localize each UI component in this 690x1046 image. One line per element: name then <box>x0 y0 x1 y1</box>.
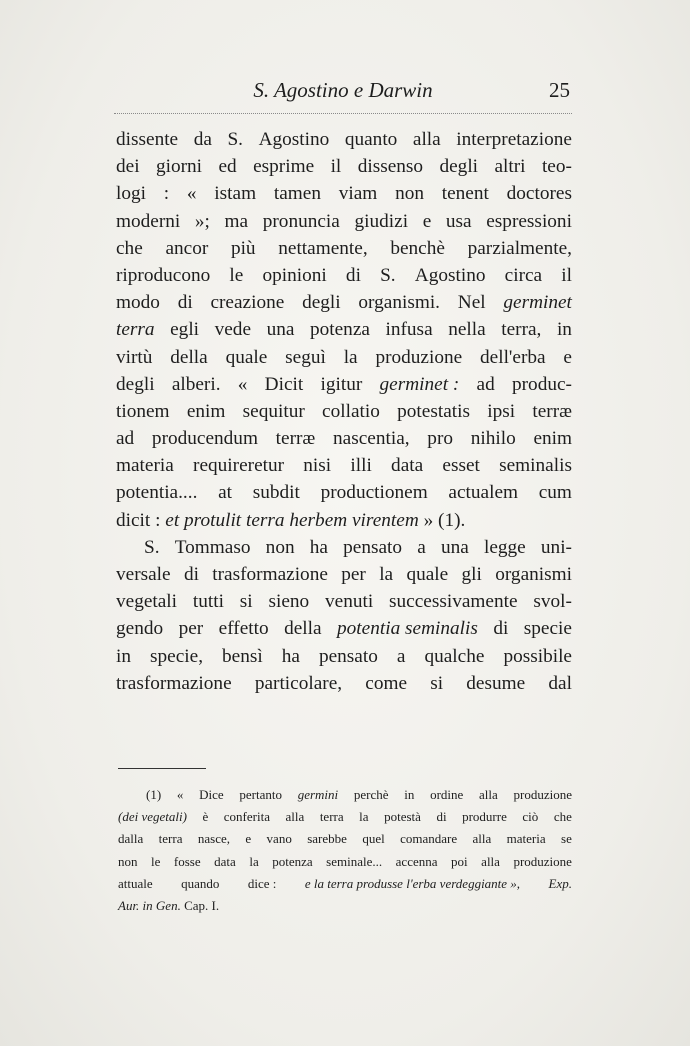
body-line <box>116 262 572 289</box>
word: versale <box>116 564 171 585</box>
word: Dice <box>199 787 224 802</box>
word: degli <box>302 292 341 314</box>
word: di <box>436 809 447 825</box>
word: qualche <box>424 645 485 667</box>
word: quale <box>225 346 268 368</box>
word: parzialmente, <box>467 237 572 259</box>
body-line <box>116 534 572 561</box>
word: nascentia, <box>333 428 410 450</box>
word: terræ <box>275 428 316 450</box>
word: in <box>116 645 131 667</box>
word: at <box>218 482 233 504</box>
word: esset <box>442 455 480 477</box>
word: si <box>430 672 444 694</box>
word: producendum <box>151 428 258 450</box>
word: organismi. <box>358 292 440 314</box>
word: potestatis <box>397 400 470 422</box>
word: nasce, <box>197 831 230 847</box>
word: dicit : <box>116 509 166 531</box>
word: svol- <box>533 591 572 613</box>
word: in <box>404 787 415 802</box>
body-line <box>116 670 572 697</box>
italic-segment: terra <box>116 319 155 341</box>
italic-segment: et protulit terra herbem virentem <box>165 509 419 531</box>
word: da <box>193 129 212 150</box>
word: seminale... <box>326 853 383 869</box>
word: ha <box>309 536 328 558</box>
word: benchè <box>390 237 445 259</box>
word: accenna <box>395 853 438 869</box>
word: riproducono <box>116 264 211 286</box>
word: trasformazione <box>212 564 328 585</box>
word: ancor <box>165 237 209 259</box>
word: dice : <box>247 875 277 891</box>
word: « <box>186 183 197 205</box>
word: » (1). <box>418 509 466 531</box>
body-line <box>116 344 572 371</box>
word: ed <box>218 156 237 178</box>
word: quanto <box>344 129 398 150</box>
italic-segment: Aur. in Gen. <box>118 897 181 913</box>
word: di <box>345 264 361 286</box>
word: produzione <box>375 346 463 368</box>
word: produrre <box>462 809 507 825</box>
italic-segment: germinet : <box>379 373 460 395</box>
word: le <box>151 853 161 869</box>
word: terra <box>158 831 183 847</box>
word: (1) <box>146 787 162 802</box>
word: organismi <box>495 564 572 585</box>
word: vede <box>214 319 252 341</box>
word: terra, <box>501 319 542 341</box>
word: igitur <box>320 373 363 395</box>
word: Agostino <box>258 129 330 150</box>
word: la <box>249 853 259 869</box>
word: : <box>163 183 170 205</box>
word: successivamente <box>389 591 518 613</box>
body-line <box>116 507 572 534</box>
word: il <box>561 264 572 286</box>
word: gendo <box>116 618 164 640</box>
word: si <box>239 591 253 613</box>
body-line <box>116 289 572 316</box>
word: dissente <box>116 129 179 150</box>
word: la <box>359 809 369 825</box>
word: data <box>391 455 424 477</box>
word: ad <box>476 373 495 395</box>
word: nihilo <box>470 428 516 450</box>
word: giudizi <box>354 210 409 232</box>
word: Tommaso <box>174 536 251 558</box>
word: pro <box>427 428 453 450</box>
word: che <box>116 237 143 259</box>
word: alberi. <box>171 373 221 395</box>
word: S. <box>227 129 243 150</box>
word: in <box>556 319 572 341</box>
body-line <box>116 316 572 343</box>
word: produzione <box>513 787 572 802</box>
word: della <box>170 346 208 368</box>
footnote-line <box>118 806 572 828</box>
word: se <box>561 831 572 847</box>
word: alla <box>285 809 305 825</box>
word: possibile <box>503 645 572 667</box>
word: di <box>493 618 509 640</box>
word: Dicit <box>264 373 304 395</box>
word: tutti <box>192 591 224 613</box>
word: S. <box>380 264 396 286</box>
word: poi <box>451 853 468 869</box>
word: pensato <box>318 645 378 667</box>
word: esprime <box>253 156 315 178</box>
body-line <box>116 452 572 479</box>
page-header <box>114 78 572 104</box>
word: produc- <box>512 373 572 395</box>
word: enim <box>186 400 226 422</box>
body-line <box>116 425 572 452</box>
word: a <box>417 536 426 558</box>
word: tionem <box>116 400 170 422</box>
italic-segment: (dei vegetali) <box>118 809 187 825</box>
body-line <box>116 479 572 506</box>
word: venuti <box>325 591 374 613</box>
word: nettamente, <box>278 237 368 259</box>
word: tamen <box>273 183 321 205</box>
word: come <box>365 672 408 694</box>
word: sieno <box>268 591 310 613</box>
word: vegetali <box>116 591 178 613</box>
word: potenza <box>309 319 370 341</box>
word: illi <box>350 455 372 477</box>
footnote <box>118 784 572 917</box>
body-text <box>116 126 572 697</box>
footnote-line <box>118 895 572 917</box>
word: ipsi <box>487 400 516 422</box>
word: virtù <box>116 346 153 368</box>
word: legge <box>483 536 526 558</box>
word: comandare <box>400 831 458 847</box>
word: collatio <box>322 400 380 422</box>
word: »; <box>194 210 210 232</box>
word: ordine <box>430 787 464 802</box>
italic-segment: potentia seminalis <box>337 618 478 640</box>
word: sequitur <box>242 400 305 422</box>
word: circa <box>504 264 543 286</box>
running-title: S. Agostino e Darwin <box>253 78 433 102</box>
word: particolare, <box>254 672 343 694</box>
word: logi <box>116 183 146 205</box>
word: egli <box>170 319 200 341</box>
word: il <box>330 156 342 178</box>
body-line <box>116 153 572 180</box>
word: subdit <box>252 482 300 504</box>
word: opinioni <box>262 264 327 286</box>
word: più <box>230 237 256 259</box>
word: conferita <box>223 809 270 825</box>
word: potenza <box>272 853 313 869</box>
body-line <box>116 643 572 670</box>
word: trasformazione <box>116 672 232 694</box>
word: potestà <box>384 809 421 825</box>
word: moderni <box>116 210 181 232</box>
word: quel <box>362 831 385 847</box>
word: terræ <box>532 400 572 422</box>
word: pensato <box>343 536 403 558</box>
word: dei <box>116 156 140 178</box>
word: le <box>229 264 244 286</box>
word: seguì <box>285 346 326 368</box>
word: a <box>396 645 406 667</box>
word: una <box>440 536 469 558</box>
word: non <box>265 536 295 558</box>
word: quale <box>406 564 449 585</box>
word: una <box>266 319 295 341</box>
word: bensì <box>222 645 263 667</box>
word: uni- <box>540 536 572 558</box>
word: alla <box>412 129 441 150</box>
word: e <box>563 346 572 368</box>
word: S. <box>144 536 160 558</box>
word: dal <box>548 672 572 694</box>
word: interpretazione <box>456 129 572 150</box>
word: perchè <box>353 787 389 802</box>
word: e <box>245 831 252 847</box>
word: degli <box>439 156 479 178</box>
body-line <box>116 371 572 398</box>
word: specie, <box>150 645 204 667</box>
word: sarebbe <box>307 831 347 847</box>
word: terra <box>319 809 344 825</box>
word: è <box>202 809 209 825</box>
word: degli <box>116 373 155 395</box>
body-line <box>116 126 572 153</box>
word: usa <box>445 210 472 232</box>
word: viam <box>338 183 378 205</box>
body-line <box>116 615 572 642</box>
word: e <box>422 210 432 232</box>
word: alla <box>481 853 500 869</box>
word: della <box>284 618 322 640</box>
word: teo- <box>541 156 572 178</box>
word: giorni <box>155 156 203 178</box>
word: tenent <box>441 183 489 205</box>
word: espressioni <box>486 210 572 232</box>
word: data <box>214 853 236 869</box>
word: dell'erba <box>480 346 546 368</box>
body-line <box>116 180 572 207</box>
word: « <box>176 787 184 802</box>
word: specie <box>523 618 572 640</box>
body-line <box>116 235 572 262</box>
footnote-rule <box>118 768 206 769</box>
word: Agostino <box>414 264 486 286</box>
word: istam <box>214 183 257 205</box>
word: per <box>341 564 366 585</box>
word: creazione <box>210 292 285 314</box>
word: altri <box>494 156 526 178</box>
word: ciò <box>522 809 539 825</box>
word: nella <box>448 319 486 341</box>
page-number: 25 <box>549 78 570 102</box>
word: alla <box>479 787 498 802</box>
footnote-line <box>118 828 572 850</box>
body-line <box>116 588 572 615</box>
word: Cap. I. <box>180 897 220 913</box>
word: desume <box>466 672 526 694</box>
word: potentia.... <box>116 482 198 504</box>
word: pertanto <box>239 787 282 802</box>
word: materia <box>506 831 546 847</box>
word: non <box>395 183 424 205</box>
word: produzione <box>513 853 572 869</box>
word: dissenso <box>357 156 424 178</box>
word: la <box>379 564 394 585</box>
header-rule <box>114 113 572 114</box>
word: doctores <box>506 183 572 205</box>
word: pronuncia <box>262 210 340 232</box>
body-line <box>116 398 572 425</box>
word: infusa <box>385 319 433 341</box>
word: gli <box>461 564 482 585</box>
body-line <box>116 208 572 235</box>
word: ad <box>116 428 135 450</box>
word: enim <box>533 428 572 450</box>
word: per <box>178 618 204 640</box>
footnote-line <box>118 873 572 895</box>
word: actualem <box>448 482 519 504</box>
word: modo <box>116 292 160 314</box>
word: seminalis <box>499 455 572 477</box>
word: materia <box>116 455 174 477</box>
italic-segment: germinet <box>503 292 572 314</box>
word: di <box>177 292 193 314</box>
word: ma <box>224 210 249 232</box>
word: « <box>237 373 248 395</box>
word: attuale <box>118 875 153 891</box>
word: che <box>553 809 572 825</box>
word: alla <box>472 831 492 847</box>
italic-segment: e la terra produsse l'erba verdeggiante », <box>304 875 521 891</box>
word: nisi <box>303 455 332 477</box>
word: effetto <box>218 618 269 640</box>
word: quando <box>181 875 220 891</box>
word: di <box>183 564 199 585</box>
word: Nel <box>457 292 486 314</box>
word: vano <box>266 831 292 847</box>
word: cum <box>538 482 572 504</box>
body-line <box>116 561 572 588</box>
italic-segment: Exp. <box>548 875 572 891</box>
word: requireretur <box>193 455 285 477</box>
word: productionem <box>320 482 428 504</box>
footnote-line <box>118 851 572 873</box>
word: ha <box>281 645 300 667</box>
word: non <box>118 853 138 869</box>
word: fosse <box>173 853 201 869</box>
word: dalla <box>118 831 144 847</box>
word: la <box>343 346 358 368</box>
italic-segment: germini <box>297 787 339 802</box>
footnote-line <box>118 784 572 806</box>
